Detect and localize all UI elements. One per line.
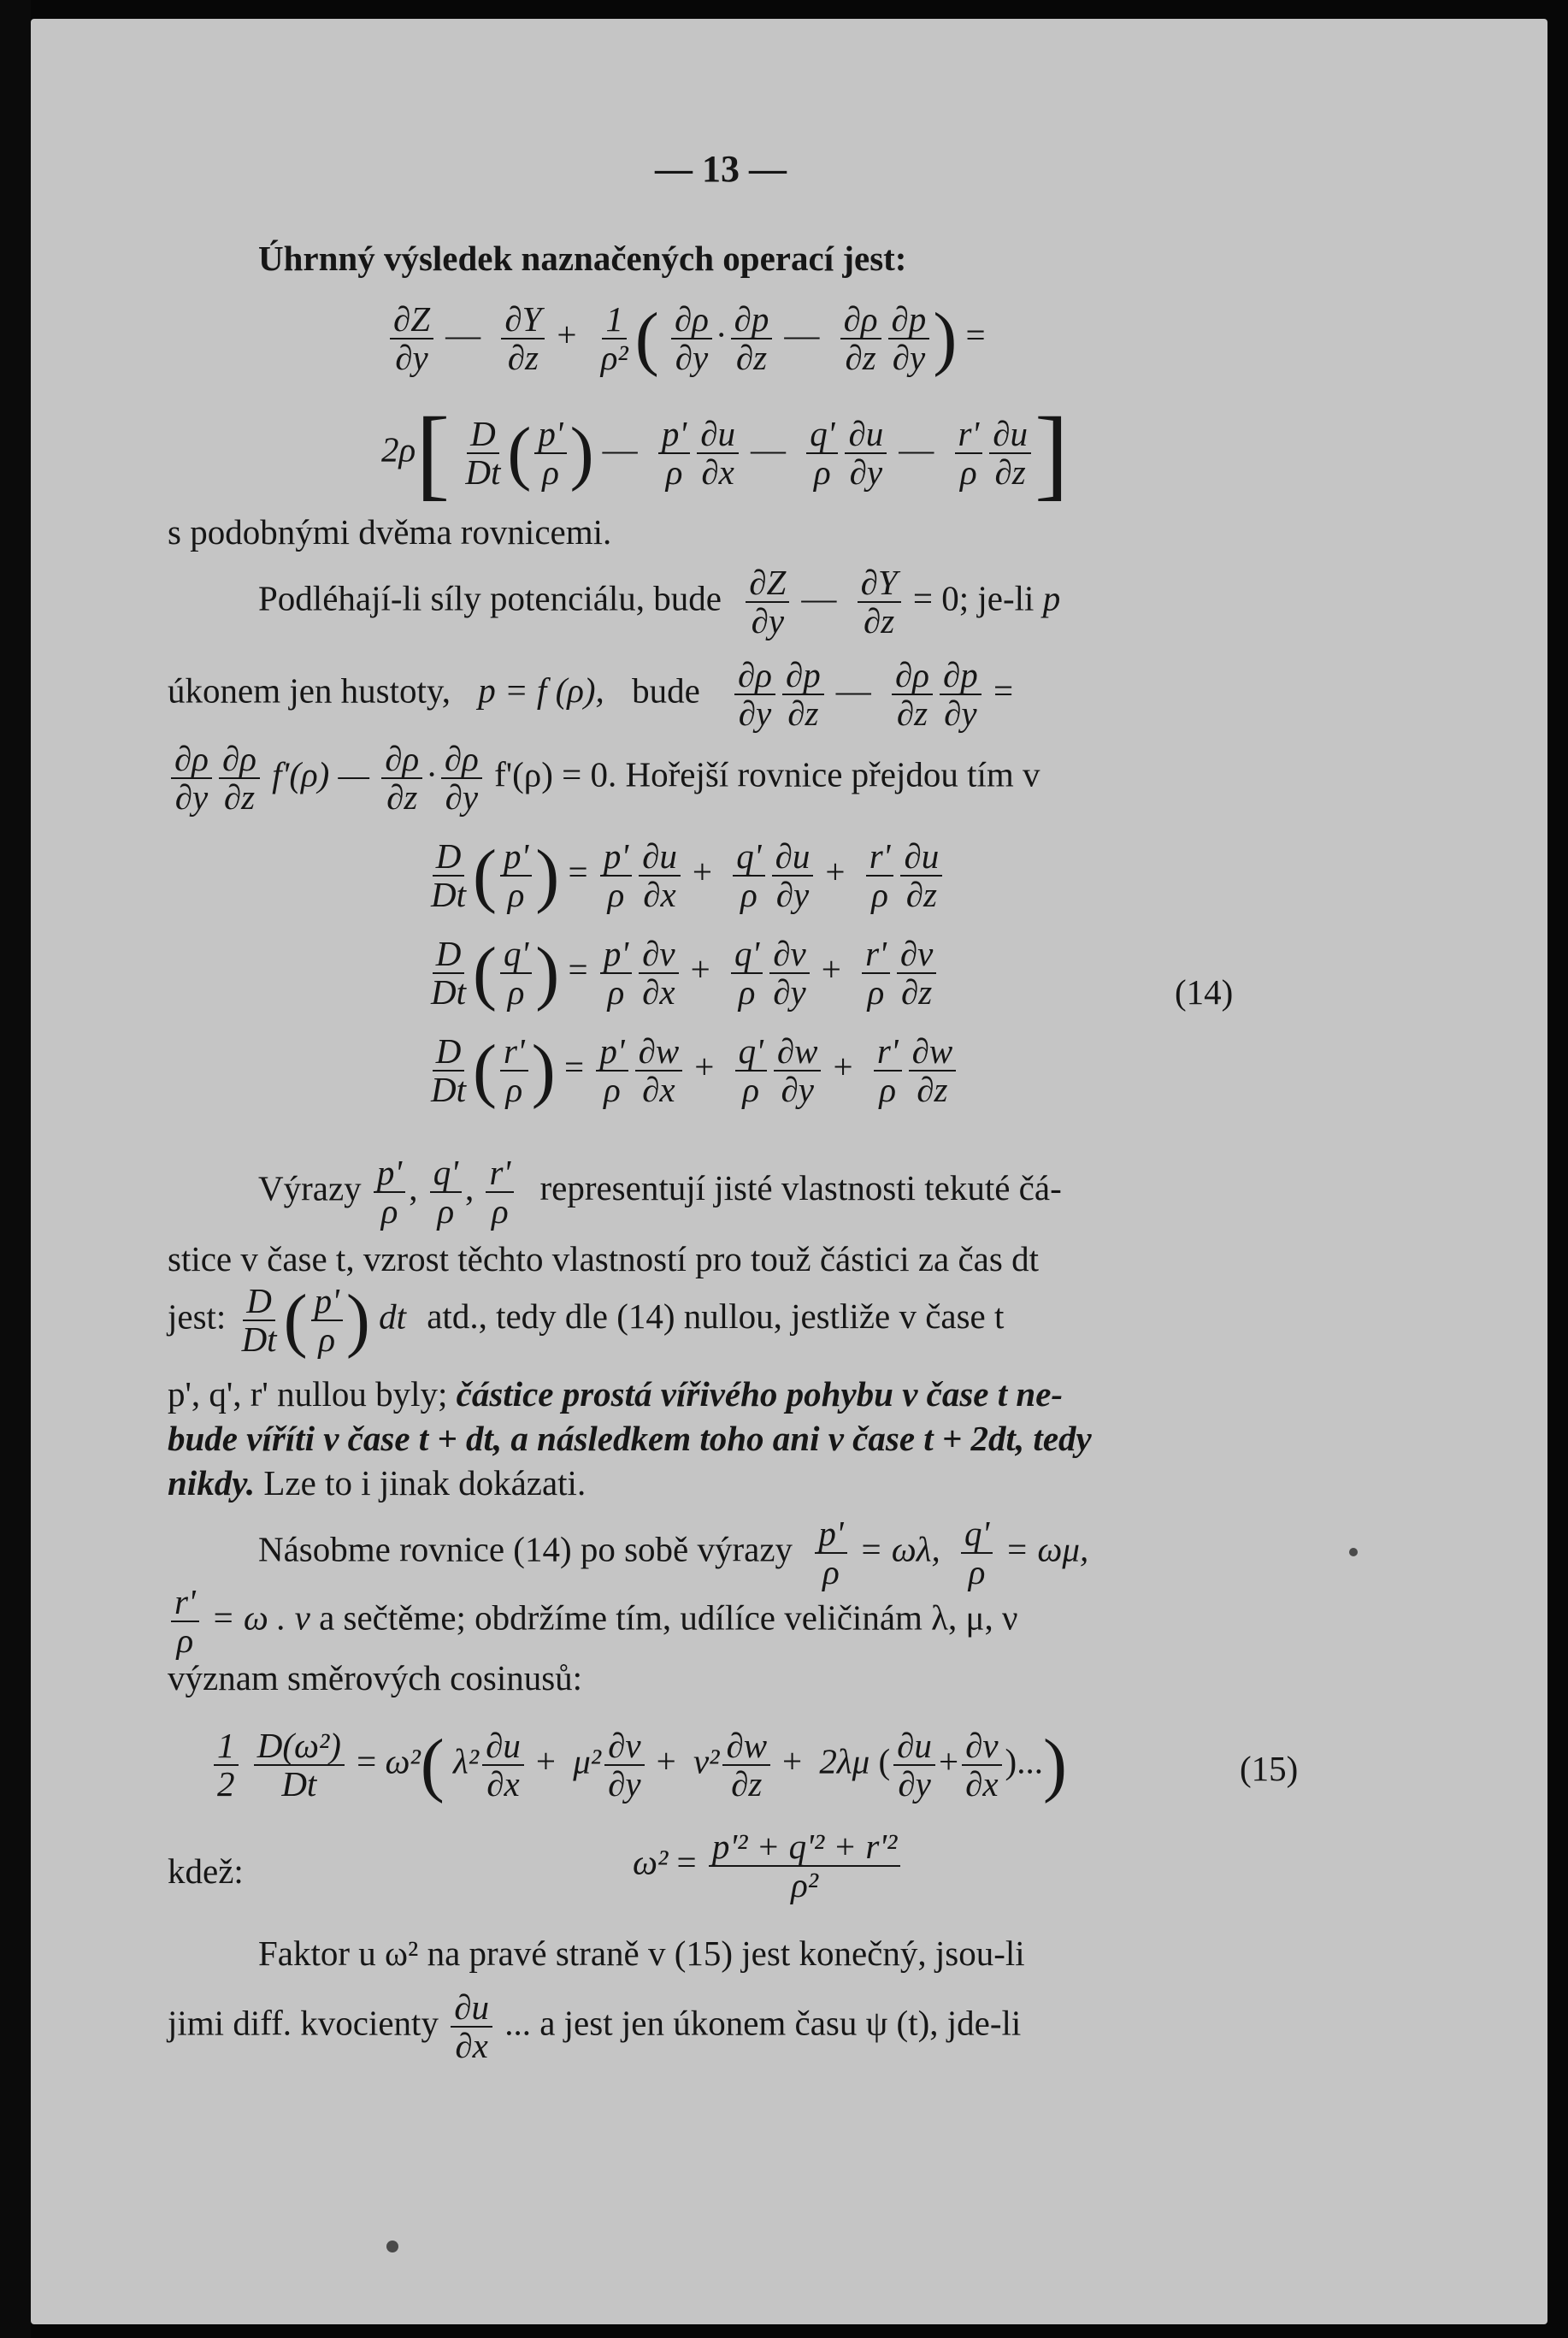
text-run: p = f (ρ), bbox=[478, 670, 604, 711]
paragraph-line-sum: $\frac{r'}{\rho}$ = ω . ν a sečtěme; obdržíme tím, udílíce veličinám λ, μ, ν bbox=[168, 1584, 1018, 1659]
text-run: a sečtěme; obdržíme tím, udílíce veličinám λ, μ, ν bbox=[319, 1597, 1018, 1638]
equation-curl-line-1: $\frac{\partial Z}{\partial y}$ — $\frac{\partial Y}{\partial z}$ + $\frac{1}{\text{ρ²}}$ ( $\frac{\partial\rho}{\partial y}$ · $\frac{\partial p}{\partial z}$ — $\frac{\partial\rho}{\partial z}$ $\frac{\partial p}{\partial y}$ ) = bbox=[386, 301, 986, 376]
speck-mark bbox=[386, 2241, 398, 2252]
text-run: = ωλ, bbox=[858, 1529, 940, 1569]
text-run: nikdy. bbox=[168, 1463, 256, 1503]
equation-15: $\frac{1}{2}$ $\frac{\text{D(ω²)}}{Dt}$ = ω²( λ² $\frac{\partial u}{\partial x}$ + μ² $\frac{\partial v}{\partial y}$ + ν² $\frac{\partial w}{\partial z}$ + 2λμ ( $\frac{\partial u}{\partial y}$ + $\frac{\partial v}{\partial x}$ )...) bbox=[210, 1727, 1067, 1803]
equation-number: (15) bbox=[1240, 1749, 1299, 1788]
text-run: = 0; je-li bbox=[912, 578, 1035, 618]
paragraph-line-last: jimi diff. kvocienty $\frac{\partial u}{\partial x}$ ... a jest jen úkonem času ψ (t), jde-li bbox=[168, 1987, 1022, 2066]
text-run: representují jisté vlastnosti tekuté čá- bbox=[539, 1168, 1062, 1208]
text-run: částice prostá vířivého pohybu v čase t ne- bbox=[456, 1374, 1064, 1414]
text-run: p bbox=[1042, 578, 1061, 618]
paragraph-line-derivative: $\frac{\partial\rho}{\partial y}$ $\frac{\partial\rho}{\partial z}$ f'(ρ) — $\frac{\partial\rho}{\partial z}$ · $\frac{\partial\rho}{\partial y}$ f'(ρ) = 0. Hořejší rovnice přejdou tím v bbox=[168, 741, 1040, 816]
text-run: bude bbox=[632, 670, 700, 711]
text-run: Podléhají-li síly potenciálu, bude bbox=[258, 578, 722, 618]
paragraph-line: význam směrových cosinusů: bbox=[168, 1658, 583, 1697]
paragraph-line: bude víříti v čase t + dt, a následkem toho ani v čase t + 2dt, tedy bbox=[168, 1419, 1092, 1458]
text-run: jest: bbox=[168, 1296, 227, 1337]
paragraph-line-multiply: Násobme rovnice (14) po sobě výrazy $\frac{p'}{\rho}$ = ωλ, $\frac{q'}{\rho}$ = ωμ, bbox=[258, 1514, 1089, 1592]
paragraph-line bbox=[168, 1373, 1063, 1414]
paragraph-line-kdez: kdež: bbox=[168, 1851, 244, 1891]
equation-number: (14) bbox=[1175, 972, 1234, 1012]
equation-omega-squared: ω² = $\frac{\text{p'² + q'² + r'²}}{\text{ρ²}}$ bbox=[633, 1828, 904, 1904]
text-run: ... a jest jen úkonem času ψ (t), jde-li bbox=[504, 2003, 1022, 2043]
text-run: = ω . ν bbox=[210, 1597, 310, 1638]
scan-left-edge bbox=[0, 0, 31, 2338]
text-run: jimi diff. kvocienty bbox=[168, 2003, 439, 2043]
paragraph-line bbox=[168, 1462, 586, 1503]
text-run: p', q', r' nullou byly; bbox=[168, 1374, 448, 1414]
paragraph-line: stice v čase t, vzrost těchto vlastností pro touž částici za čas dt bbox=[168, 1239, 1039, 1278]
text-run: atd., tedy dle (14) nullou, jestliže v čase t bbox=[427, 1296, 1005, 1337]
paragraph-line-expressions: Výrazy $\frac{p'}{\rho}$ , $\frac{q'}{\rho}$ , $\frac{r'}{\rho}$ representují jisté vlastnosti tekuté čá- bbox=[258, 1153, 1062, 1231]
paragraph-line-potential: Podléhají-li síly potenciálu, bude $\frac{\partial Z}{\partial y}$ — $\frac{\partial Y}{\partial z}$ = 0; je-li p bbox=[258, 563, 1061, 641]
page-number: — 13 — bbox=[655, 148, 787, 190]
text-run: Výrazy bbox=[258, 1168, 362, 1208]
text-run: f'(ρ) = 0. Hořejší rovnice přejdou tím v bbox=[494, 754, 1040, 794]
paragraph-line: Úhrnný výsledek naznačených operací jest: bbox=[258, 239, 907, 278]
text-run: dt bbox=[379, 1296, 406, 1337]
text-run: úkonem jen hustoty, bbox=[168, 670, 451, 711]
text-run: f'(ρ) — bbox=[272, 754, 370, 794]
text-run: Násobme rovnice (14) po sobě výrazy bbox=[258, 1529, 793, 1569]
paragraph-line: Faktor u ω² na pravé straně v (15) jest konečný, jsou-li bbox=[258, 1934, 1025, 1973]
paragraph-line-density: úkonem jen hustoty, p = f (ρ), bude $\frac{\partial\rho}{\partial y}$ $\frac{\partial p}{\partial z}$ — $\frac{\partial\rho}{\partial z}$ $\frac{\partial p}{\partial y}$ = bbox=[168, 655, 1014, 734]
speck-mark bbox=[1349, 1548, 1358, 1556]
equation-14-line-3: $\frac{D}{Dt}$ ( $\frac{r'}{\rho}$ ) = $\frac{p'}{\rho}$ $\frac{\partial w}{\partial x}$ + $\frac{q'}{\rho}$ $\frac{\partial w}{\partial y}$ + $\frac{r'}{\rho}$ $\frac{\partial w}{\partial z}$ bbox=[424, 1033, 959, 1108]
text-run: = ωμ, bbox=[1005, 1529, 1089, 1569]
equation-14-line-1: $\frac{D}{Dt}$ ( $\frac{p'}{\rho}$ ) = $\frac{p'}{\rho}$ $\frac{\partial u}{\partial x}$ + $\frac{q'}{\rho}$ $\frac{\partial u}{\partial y}$ + $\frac{r'}{\rho}$ $\frac{\partial u}{\partial z}$ bbox=[424, 838, 946, 913]
text-run: Lze to i jinak dokázati. bbox=[263, 1463, 587, 1503]
paragraph-line-jest: jest: $\frac{D}{Dt}$ ( $\frac{p'}{\rho}$ ) dt atd., tedy dle (14) nullou, jestliže v čase t bbox=[168, 1280, 1005, 1361]
equation-curl-line-2: 2ρ[ $\frac{D}{Dt}$ ( $\frac{p'}{\rho}$ ) — $\frac{p'}{\rho}$ $\frac{\partial u}{\partial x}$ — $\frac{q'}{\rho}$ $\frac{\partial u}{\partial y}$ — $\frac{r'}{\rho}$ $\frac{\partial u}{\partial z}$ ] bbox=[381, 396, 1069, 510]
paragraph-line: s podobnými dvěma rovnicemi. bbox=[168, 512, 612, 552]
equation-14-line-2: $\frac{D}{Dt}$ ( $\frac{q'}{\rho}$ ) = $\frac{p'}{\rho}$ $\frac{\partial v}{\partial x}$ + $\frac{q'}{\rho}$ $\frac{\partial v}{\partial y}$ + $\frac{r'}{\rho}$ $\frac{\partial v}{\partial z}$ bbox=[424, 936, 940, 1011]
